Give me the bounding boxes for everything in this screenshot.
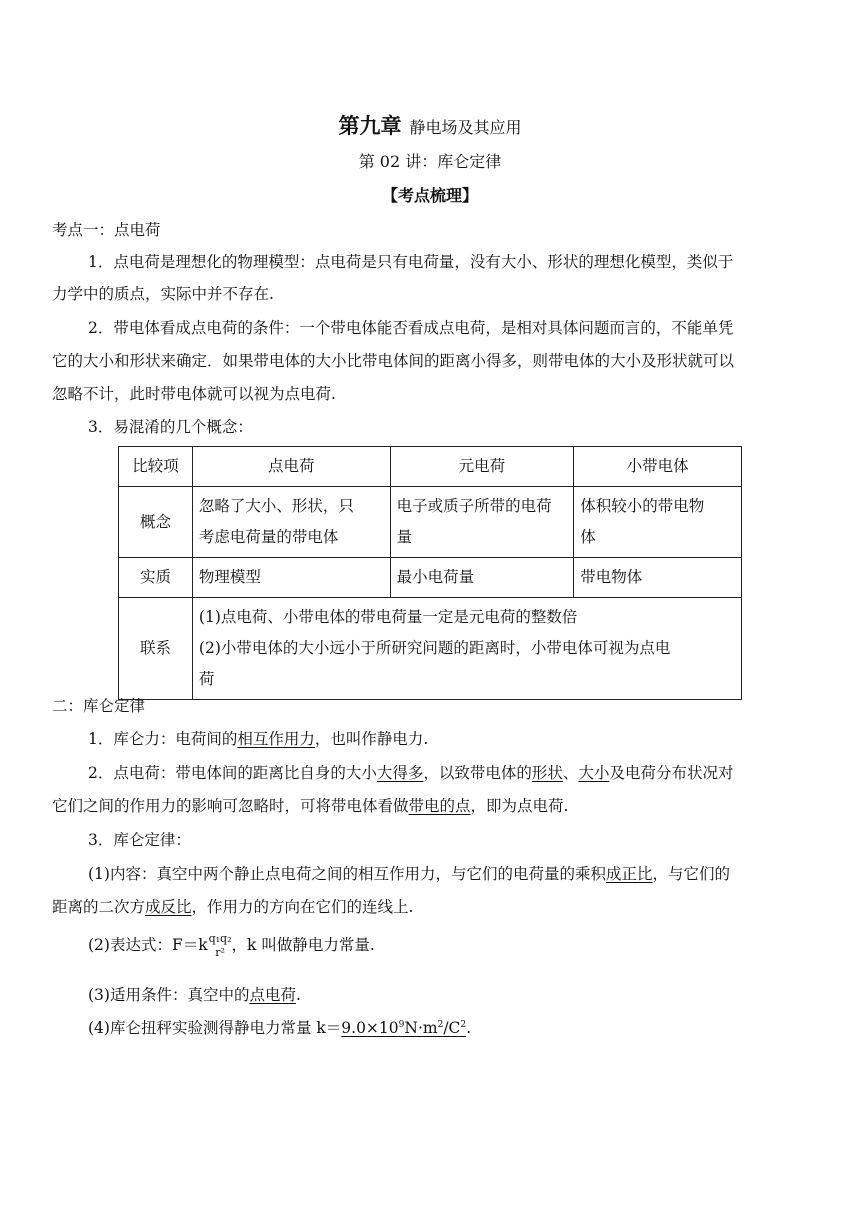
part2-item3: 3．库仑定律： [88,831,191,849]
table-row [119,598,742,700]
text: 2．点电荷：带电体间的距离比自身的大小 [88,764,377,782]
part1-title: 考点一：点电荷 [52,221,161,239]
text: (4)库仑扭秤实验测得静电力常量 k＝ [88,1019,342,1037]
part1-p2-line1: 2．带电体看成点电荷的条件：一个带电体能否看成点电荷，是相对具体问题而言的，不能单凭 [88,319,734,337]
cell-line: 体 [580,528,596,546]
table-row [119,558,742,598]
part2-item2-line1 [88,761,733,783]
answer-blank: 大得多 [376,764,424,782]
chapter-number: 第九章 [338,113,402,138]
comparison-table [118,446,742,700]
text: (1)内容：真空中两个静止点电荷之间的相互作用力，与它们的电荷量的乘积 [88,865,606,883]
coulomb-content-line2 [52,895,413,917]
cell-line: 荷 [198,670,215,688]
exponent: 2 [460,1019,467,1030]
text: ，以致带电体的 [423,764,532,782]
answer-blank: 点电荷 [249,986,296,1004]
section-title: 【考点梳理】 [381,186,478,205]
text: (3)适用条件：真空中的 [88,986,250,1004]
answer-blank [341,1019,466,1037]
table-cell: 物理模型 [192,558,390,598]
table-cell: 带电物体 [574,558,742,598]
answer-blank: 成正比 [605,865,653,883]
exponent: 9 [398,1019,405,1030]
text: . [295,986,301,1004]
exponent: 2 [437,1019,444,1030]
cell-line: 量 [396,528,413,546]
text: 距离的二次方 [52,898,146,916]
table-cell [192,487,390,558]
coulomb-constant [88,1016,471,1038]
unit-part: N·m [404,1019,438,1037]
table-header-cell: 点电荷 [192,447,390,487]
text: ，也叫作静电力. [314,730,429,748]
table-header-cell: 小带电体 [574,447,742,487]
table-cell [390,487,574,558]
part2-item2-line2 [52,794,568,816]
text: (2)表达式：F＝k [88,936,208,954]
cell-line: (2)小带电体的大小远小于所研究问题的距离时，小带电体可视为点电 [198,639,671,657]
coulomb-condition [88,983,301,1005]
part2-title: 二：库仑定律 [52,697,146,715]
row-label: 概念 [119,487,193,558]
answer-blank: 相互作用力 [237,730,315,748]
table-header-cell: 比较项 [119,447,193,487]
cell-line: (1)点电荷、小带电体的带电荷量一定是元电荷的整数倍 [198,608,578,626]
table-row [119,487,742,558]
table-cell [192,598,741,700]
answer-blank: 形状 [531,764,563,782]
fraction-numerator: q₁q₂ [208,932,232,945]
text: ，即为点电荷. [470,797,569,815]
part1-p2-line2: 它的大小和形状来确定．如果带电体的大小比带电体间的距离小得多，则带电体的大小及形状就可以 [52,352,735,370]
answer-blank: 大小 [578,764,610,782]
text: 1．库仑力：电荷间的 [88,730,238,748]
fraction-denominator: r² [215,946,225,959]
cell-line: 体积较小的带电物 [580,497,705,515]
part1-p1-line1: 1．点电荷是理想化的物理模型：点电荷是只有电荷量，没有大小、形状的理想化模型，类似于 [88,253,734,271]
chapter-title: 静电场及其应用 [409,118,522,137]
chapter-heading [0,110,860,140]
table-header-row [119,447,742,487]
part1-p3: 3．易混淆的几个概念： [88,418,253,436]
table-cell: 最小电荷量 [390,558,574,598]
text: 它们之间的作用力的影响可忽略时，可将带电体看做 [52,797,409,815]
constant-mantissa: 9.0×10 [341,1019,399,1037]
row-label: 实质 [119,558,193,598]
text: . [466,1019,472,1037]
unit-part: /C [443,1019,461,1037]
coulomb-formula [88,932,375,960]
cell-line: 电子或质子所带的电荷 [396,497,552,515]
part1-p1-line2: 力学中的质点，实际中并不存在. [52,285,274,303]
text: 及电荷分布状况对 [609,764,734,782]
part1-p2-line3: 忽略不计，此时带电体就可以视为点电荷. [52,385,336,403]
cell-line: 考虑电荷量的带电体 [198,528,339,546]
coulomb-content-line1 [88,862,730,884]
answer-blank: 带电的点 [408,797,471,815]
formula-fraction [209,932,232,960]
table-cell [574,487,742,558]
text: 、 [562,764,579,782]
part2-item1 [88,727,428,749]
text: ，k 叫做静电力常量. [231,936,375,954]
lecture-title: 第 02 讲：库仑定律 [358,152,502,171]
table-header-cell: 元电荷 [390,447,574,487]
row-label: 联系 [119,598,193,700]
answer-blank: 成反比 [145,898,192,916]
text: ，与它们的 [652,865,730,883]
cell-line: 忽略了大小、形状，只 [198,497,354,515]
text: ，作用力的方向在它们的连线上. [191,898,414,916]
